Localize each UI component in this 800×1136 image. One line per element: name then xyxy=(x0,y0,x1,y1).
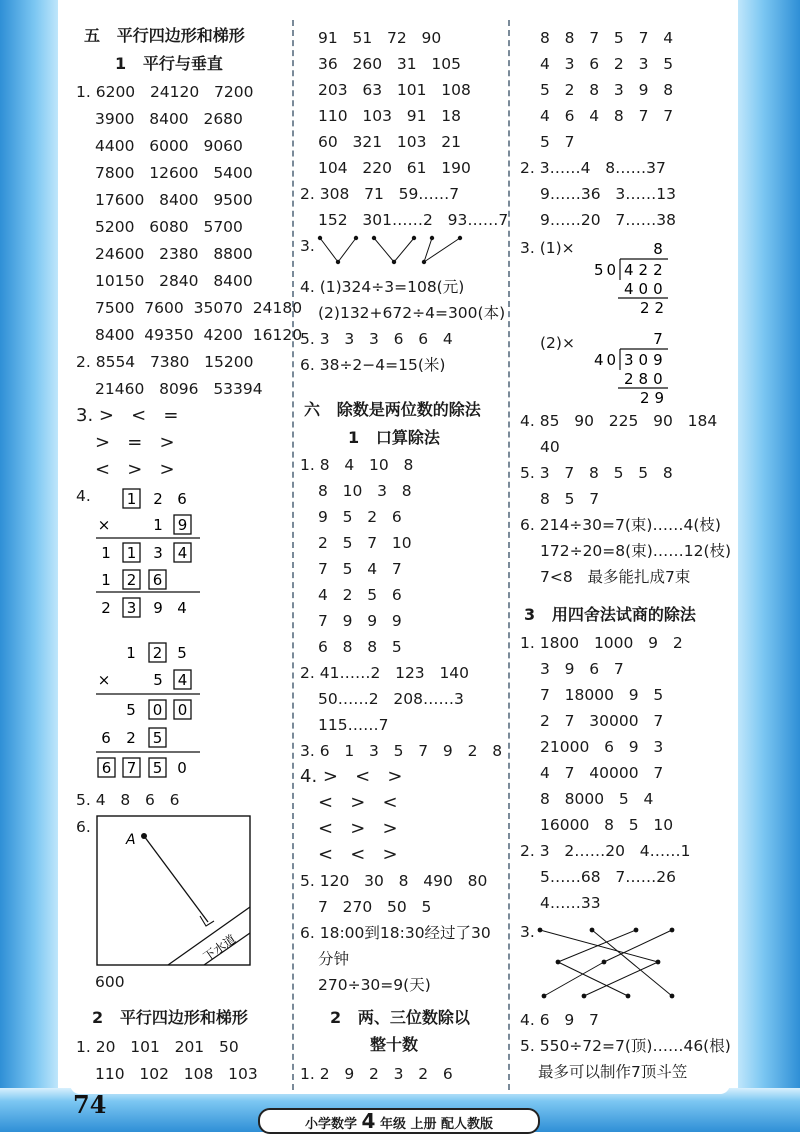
answer-line: < > > xyxy=(318,818,398,839)
answer-line: 4 2 5 6 xyxy=(318,586,402,604)
answer-line: 5 7 xyxy=(540,133,575,151)
answer-line: 8 8 7 5 7 4 xyxy=(540,29,674,47)
answer-line: 6 8 8 5 xyxy=(318,638,402,656)
section-heading: 1 平行与垂直 xyxy=(115,54,223,73)
digit: 2 xyxy=(101,599,111,617)
answer-line: 2. 3 2……20 4……1 xyxy=(520,842,691,860)
answer-line: 1. 2 9 2 3 2 6 xyxy=(300,1065,453,1083)
section-heading: 2 平行四边形和梯形 xyxy=(92,1008,248,1027)
answer-line: 4400 6000 9060 xyxy=(95,137,243,155)
column-divider-2 xyxy=(508,20,510,1090)
digit: 1 xyxy=(153,516,163,534)
answer-line: 24600 2380 8800 xyxy=(95,245,253,263)
answer-line: 8 5 7 xyxy=(540,490,600,508)
digit: 6 xyxy=(101,729,111,747)
digit: 5 xyxy=(126,701,136,719)
match-line xyxy=(338,238,356,262)
digit: 2 xyxy=(152,644,163,662)
digit: 2 xyxy=(126,729,136,747)
section-heading: 2 两、三位数除以 xyxy=(330,1008,470,1027)
answer-line: 7 18000 9 5 xyxy=(540,686,664,704)
answer-line: 9……20 7……38 xyxy=(540,211,676,229)
answer-line: 2 7 30000 7 xyxy=(540,712,664,730)
answer-line: 1. 8 4 10 8 xyxy=(300,456,414,474)
answer-line: 8 8000 5 4 xyxy=(540,790,654,808)
answer-line: 2. 8554 7380 15200 xyxy=(76,353,254,371)
answer-line: 4……33 xyxy=(540,894,601,912)
product: 400 xyxy=(624,280,668,298)
answer-line: 分钟 xyxy=(318,950,350,968)
answer-line: 5 2 8 3 9 8 xyxy=(540,81,674,99)
answer-line: 21460 8096 53394 xyxy=(95,380,263,398)
answer-line: 40 xyxy=(540,438,560,456)
answer-line: 7<8 最多能扎成7束 xyxy=(540,568,691,586)
answer-line: 7800 12600 5400 xyxy=(95,164,253,182)
answer-line: 270÷30=9(天) xyxy=(318,976,431,994)
digit: 0 xyxy=(152,701,163,719)
question-number: 3. xyxy=(520,923,535,941)
answer-line: 1. 1800 1000 9 2 xyxy=(520,634,683,652)
answer-line: 3 9 6 7 xyxy=(540,660,624,678)
answer-line: 203 63 101 108 xyxy=(318,81,471,99)
digit: 1 xyxy=(126,644,136,662)
multiplication-figure-2 xyxy=(92,640,204,782)
question-label: (2)× xyxy=(540,334,575,352)
unit-6-heading: 六 除数是两位数的除法 xyxy=(304,400,481,419)
answer-line: 9 5 2 6 xyxy=(318,508,402,526)
answer-line: 50……2 208……3 xyxy=(318,690,464,708)
digit: 1 xyxy=(101,571,111,589)
section-heading-continued: 整十数 xyxy=(370,1035,419,1054)
column-divider-1 xyxy=(292,20,294,1090)
point-a-label: A xyxy=(126,832,136,848)
right-border-decoration xyxy=(738,0,800,1132)
product: 280 xyxy=(624,370,668,388)
digit: 6 xyxy=(101,759,112,777)
digit: 0 xyxy=(177,759,187,777)
answer-line: 110 103 91 18 xyxy=(318,107,461,125)
digit: 3 xyxy=(126,599,137,617)
perpendicular-line xyxy=(144,836,208,922)
digit: 5 xyxy=(177,644,187,662)
answer-line: 4 7 40000 7 xyxy=(540,764,664,782)
answer-line: 4. > < > xyxy=(300,766,403,787)
answer-line: 60 321 103 21 xyxy=(318,133,461,151)
digit: 9 xyxy=(153,599,163,617)
answer-line: 7500 7600 35070 24180 xyxy=(95,299,303,317)
remainder: 22 xyxy=(640,299,670,317)
match-line xyxy=(374,238,394,262)
answer-line: 3900 8400 2680 xyxy=(95,110,243,128)
answer-line: 10150 2840 8400 xyxy=(95,272,253,290)
canal-label: 下水道 xyxy=(200,931,239,965)
answer-line: < > > xyxy=(95,459,175,480)
match-line xyxy=(424,238,432,262)
digit: 1 xyxy=(101,544,111,562)
answer-line: 8400 49350 4200 16120 xyxy=(95,326,303,344)
answer-line: 2. 41……2 123 140 xyxy=(300,664,470,682)
answer-line: 2 5 7 10 xyxy=(318,534,412,552)
answer-line: 5. 4 8 6 6 xyxy=(76,791,180,809)
digit: 3 xyxy=(153,544,163,562)
answer-line: 7 270 50 5 xyxy=(318,898,432,916)
answer-line: 5. 3 3 3 6 6 4 xyxy=(300,330,453,348)
times-sign: × xyxy=(97,516,111,534)
answer-line: 4. 6 9 7 xyxy=(520,1011,599,1029)
digit: 6 xyxy=(152,571,163,589)
answer-line: 152 301……2 93……7 xyxy=(318,211,509,229)
footer-grade-number: 4 xyxy=(361,1109,376,1133)
answer-line: 5……68 7……26 xyxy=(540,868,676,886)
answer-line: (2)132+672÷4=300(本) xyxy=(318,304,506,322)
answer-line: 5. 3 7 8 5 5 8 xyxy=(520,464,673,482)
section-heading: 3 用四舍法试商的除法 xyxy=(524,605,696,624)
question-number: 4. xyxy=(76,487,91,505)
answer-line: 115……7 xyxy=(318,716,389,734)
footer-grade-edition: 年级 上册 配人教版 xyxy=(379,1117,494,1132)
answer-line: 7 5 4 7 xyxy=(318,560,402,578)
answer-line: 最多可以制作7顶斗笠 xyxy=(538,1063,688,1081)
digit: 1 xyxy=(126,544,137,562)
match-line xyxy=(540,930,658,962)
unit-5-heading: 五 平行四边形和梯形 xyxy=(84,26,245,45)
digit: 2 xyxy=(153,490,163,508)
times-sign: × xyxy=(97,671,111,689)
answer-line: < > < xyxy=(318,792,398,813)
answer-line: 104 220 61 190 xyxy=(318,159,471,177)
answer-line: 91 51 72 90 xyxy=(318,29,442,47)
match-line xyxy=(558,962,628,996)
long-division-1 xyxy=(590,240,670,318)
question-number: 6. xyxy=(76,818,91,836)
digit: 5 xyxy=(152,759,163,777)
multiplication-figure-1 xyxy=(92,486,204,622)
question-number: 3. xyxy=(300,237,315,255)
match-line xyxy=(320,238,338,262)
long-division-2 xyxy=(590,330,670,408)
footer-book-info xyxy=(258,1108,540,1134)
answer-line: 5. 120 30 8 490 80 xyxy=(300,872,488,890)
quotient: 7 xyxy=(653,330,663,348)
answer-line: 5. 550÷72=7(顶)……46(根) xyxy=(520,1037,731,1055)
answer-line: 172÷20=8(束)……12(枝) xyxy=(540,542,732,560)
digit: 2 xyxy=(126,571,137,589)
digit: 5 xyxy=(152,729,163,747)
answer-line: 5200 6080 5700 xyxy=(95,218,243,236)
question-label: 3. (1)× xyxy=(520,239,575,257)
answer-line: 21000 6 9 3 xyxy=(540,738,664,756)
match-line xyxy=(604,930,672,962)
answer-line: 9……36 3……13 xyxy=(540,185,676,203)
answer-line: 7 9 9 9 xyxy=(318,612,402,630)
digit: 4 xyxy=(177,544,188,562)
dividend: 309 xyxy=(624,351,668,369)
answer-line: 1. 20 101 201 50 xyxy=(76,1038,239,1056)
answer-line: 2. 308 71 59……7 xyxy=(300,185,460,203)
digit: 6 xyxy=(177,490,187,508)
match-line xyxy=(394,238,414,262)
digit: 0 xyxy=(177,701,188,719)
match-line xyxy=(424,238,460,262)
divisor: 50 xyxy=(594,261,620,279)
answer-line: 3. > < = xyxy=(76,405,179,426)
answer-line: 1. 6200 24120 7200 xyxy=(76,83,254,101)
footer-subject: 小学数学 xyxy=(304,1117,357,1132)
answer-line: 17600 8400 9500 xyxy=(95,191,253,209)
answer-line: > = > xyxy=(95,432,175,453)
answer-line: 4. 85 90 225 90 184 xyxy=(520,412,718,430)
dividend: 422 xyxy=(624,261,668,279)
matching-lines xyxy=(536,922,682,1004)
answer-line: 8 10 3 8 xyxy=(318,482,412,500)
page-number: 74 xyxy=(73,1090,107,1119)
answer-line: 6. 214÷30=7(束)……4(枝) xyxy=(520,516,721,534)
perpendicular-drawing xyxy=(96,815,252,967)
answer-line: 4 3 6 2 3 5 xyxy=(540,55,674,73)
digit: 9 xyxy=(177,516,188,534)
answer-line: 4. (1)324÷3=108(元) xyxy=(300,278,465,296)
answer-line: 110 102 108 103 xyxy=(95,1065,258,1083)
answer-line: 36 260 31 105 xyxy=(318,55,461,73)
answer-line: 4 6 4 8 7 7 xyxy=(540,107,674,125)
answer-line: 6. 38÷2−4=15(米) xyxy=(300,356,446,374)
answer-line: 6. 18:00到18:30经过了30 xyxy=(300,924,491,942)
digit: 7 xyxy=(126,759,137,777)
left-border-decoration xyxy=(0,0,58,1132)
answer-line: 600 xyxy=(95,973,125,991)
quotient: 8 xyxy=(653,240,663,258)
answer-line: 2. 3……4 8……37 xyxy=(520,159,666,177)
matching-lines xyxy=(314,234,464,266)
remainder: 29 xyxy=(640,389,670,407)
digit: 5 xyxy=(153,671,163,689)
digit: 1 xyxy=(126,490,137,508)
section-heading: 1 口算除法 xyxy=(348,428,440,447)
digit: 4 xyxy=(177,599,187,617)
answer-line: 3. 6 1 3 5 7 9 2 8 xyxy=(300,742,503,760)
divisor: 40 xyxy=(594,351,620,369)
answer-line: < < > xyxy=(318,844,398,865)
digit: 4 xyxy=(177,671,188,689)
answer-line: 16000 8 5 10 xyxy=(540,816,674,834)
